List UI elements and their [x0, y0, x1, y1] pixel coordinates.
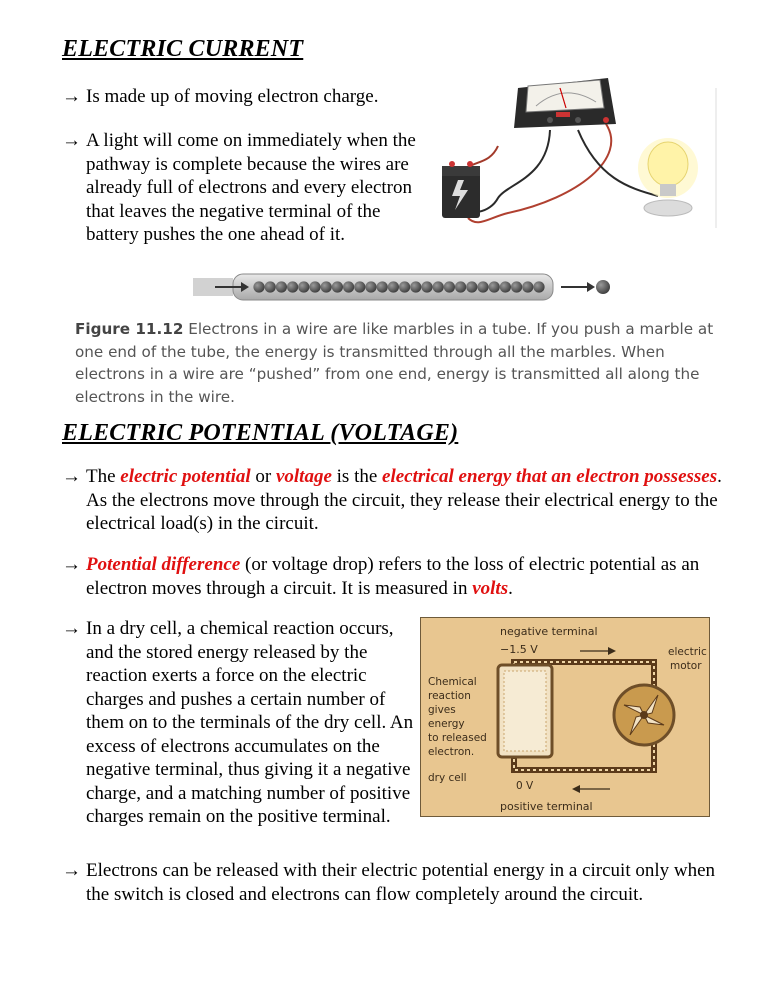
arrow-bullet-icon: →: [62, 86, 81, 107]
marble-icon: [500, 281, 511, 292]
marble-icon: [388, 281, 399, 292]
label-electric-motor-2: motor: [670, 660, 702, 672]
marble-icon: [343, 281, 354, 292]
marble-icon: [533, 281, 544, 292]
arrow-bullet-icon: →: [62, 130, 81, 151]
bullet-potential-difference: [62, 553, 742, 600]
arrow-bullet-icon: →: [62, 860, 81, 881]
marble-icon: [444, 281, 455, 292]
marble-icon: [276, 281, 287, 292]
label-negative-terminal: negative terminal: [500, 625, 598, 638]
bullet-text: Is made up of moving electron charge.: [86, 86, 379, 107]
arrow-bullet-icon: →: [62, 466, 81, 487]
label-dry-cell: dry cell: [428, 772, 467, 784]
output-arrow-icon: [587, 282, 595, 292]
figure-caption-text: Electrons in a wire are like marbles in a tube. If you push a marble at one end of the tube, the energy is transmitted through all the marbles. When electrons in a wire are “pushed” from one end, energy is transmitted all along the electrons in the wire.: [75, 320, 714, 406]
marble-icon: [321, 281, 332, 292]
heading-electric-potential: ELECTRIC POTENTIAL (VOLTAGE): [62, 420, 459, 446]
text-run: is the: [331, 466, 383, 487]
text-run: The: [86, 466, 121, 487]
marble-tube-illustration: [193, 270, 613, 304]
light-bulb-icon: [638, 138, 698, 216]
bullet-electric-potential-definition: [62, 465, 742, 536]
bullet-text: [62, 553, 742, 600]
label-voltage-zero: 0 V: [516, 780, 534, 792]
marble-icon: [433, 281, 444, 292]
bullet-text: In a dry cell, a chemical reaction occurs, and the stored energy released by the reaction exerts a force on the electric charges and pushes a certain number of them on to the terminals of the dry cell. An excess of electrons accumulates on the negative terminal, thus giving it a negative charge, and a matching number of positive charges remain on the positive terminal.: [86, 618, 414, 827]
arrow-bullet-icon: →: [62, 554, 81, 575]
bullet-dry-cell: [62, 617, 418, 829]
term-electrical-energy: electrical energy that an electron possesses: [382, 466, 718, 487]
text-run: (or voltage drop) refers to the loss of electric potential as an electron moves through a circuit. It is measured in: [86, 554, 700, 599]
label-electric-motor-1: electric: [668, 646, 707, 658]
figure-label: Figure 11.12: [75, 320, 184, 338]
figure-caption: [75, 318, 725, 408]
label-chemical-reaction-4: energy: [428, 718, 465, 730]
circuit-photo-illustration: [428, 68, 718, 238]
label-chemical-reaction-2: reaction: [428, 690, 471, 702]
bullet-light-comes-on: [62, 129, 422, 247]
marble-icon: [309, 281, 320, 292]
marble-icon: [511, 281, 522, 292]
label-chemical-reaction-1: Chemical: [428, 676, 477, 688]
term-voltage: voltage: [275, 466, 332, 487]
dry-cell-diagram: [420, 617, 710, 817]
label-positive-terminal: positive terminal: [500, 800, 593, 813]
bullet-text: A light will come on immediately when the pathway is complete because the wires are already full of electrons and every electron that leaves the negative terminal of the battery pushes the one ahead of it.: [86, 130, 416, 245]
text-run: .: [508, 577, 513, 599]
marble-icon: [354, 281, 365, 292]
marble-icon: [253, 281, 264, 292]
term-electric-potential: electric potential: [120, 466, 251, 487]
arrow-bullet-icon: →: [62, 618, 81, 639]
bullet-text: [62, 465, 742, 536]
marble-icon: [298, 281, 309, 292]
marble-icon: [365, 281, 376, 292]
bullet-text: Electrons can be released with their electric potential energy in a circuit only when the switch is closed and electrons can flow completely around the circuit.: [86, 860, 716, 905]
marble-icon: [377, 281, 388, 292]
marble-icon: [477, 281, 488, 292]
bullet-switch-closed: [62, 859, 742, 906]
text-run: . As the electrons move through the circuit, they release their electrical energy to the electrical load(s) in the circuit.: [86, 466, 722, 534]
marble-icon: [466, 281, 477, 292]
label-voltage-negative: −1.5 V: [500, 643, 538, 656]
exiting-marble-icon: [596, 280, 610, 294]
marble-icon: [287, 281, 298, 292]
marble-icon: [332, 281, 343, 292]
voltmeter-icon: [514, 78, 616, 128]
term-volts: volts: [472, 577, 509, 599]
marble-icon: [421, 281, 432, 292]
label-chemical-reaction-5: to released: [428, 732, 487, 744]
marble-icon: [410, 281, 421, 292]
marble-icon: [265, 281, 276, 292]
marble-icon: [455, 281, 466, 292]
marble-icon: [522, 281, 533, 292]
bullet-electron-charge: [62, 85, 432, 109]
heading-electric-current: ELECTRIC CURRENT: [62, 36, 304, 62]
text-run: or: [250, 466, 276, 487]
label-chemical-reaction-6: electron.: [428, 746, 475, 758]
battery-icon: [442, 161, 480, 218]
marble-icon: [399, 281, 410, 292]
term-potential-difference: Potential difference: [86, 554, 241, 575]
label-chemical-reaction-3: gives: [428, 704, 456, 716]
marble-icon: [489, 281, 500, 292]
